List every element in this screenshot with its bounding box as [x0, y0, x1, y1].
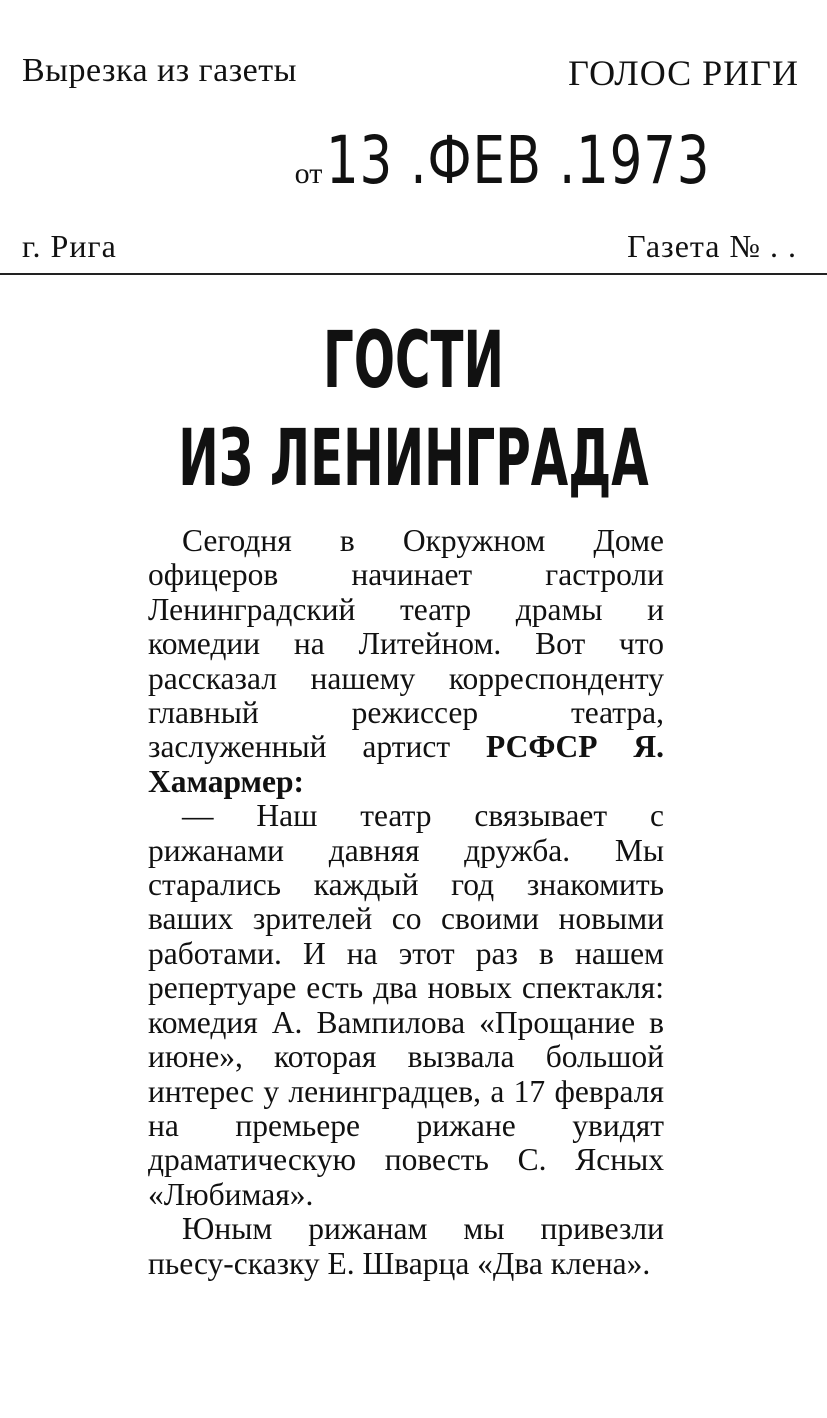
city-label: г. Рига: [22, 228, 117, 264]
paragraph-intro-text: Сегодня в Окружном Доме офицеров начинает гастроли Ленинградский театр драмы и комедии на Литейном. Вот что рассказал нашему корреспонденту главный режиссер театра, заслуженный артист: [148, 523, 664, 765]
paragraph-intro: [148, 524, 664, 799]
issue-label: Газета № . .: [627, 228, 797, 264]
article-title-line-1: ГОСТИ: [323, 316, 504, 406]
paragraph-closing: Юным рижанам мы привезли пьесу-сказку Е. Шварца «Два клена».: [148, 1211, 664, 1281]
article-title-line-2: ИЗ ЛЕНИНГРАДА: [178, 414, 649, 504]
paragraph-intro-author: РСФСР Я. Хамармер:: [148, 729, 665, 799]
article-body: [148, 524, 664, 1281]
date-stamp: 13 .ФЕВ .1973: [326, 122, 711, 199]
header-divider: [0, 273, 827, 275]
newspaper-name: ГОЛОС РИГИ: [568, 53, 799, 93]
paragraph-quote: — Наш театр связывает с рижанами давняя дружба. Мы старались каждый год знакомить ваших зрителей со своими новыми работами. И на этот раз в нашем репертуаре есть два новых спектакля: комедия А. Вампилова «Прощание в июне», которая вызвала большой интерес у ленинградцев, а 17 февраля на премьере рижане увидят драматическую повесть С. Ясных «Любимая».: [148, 798, 664, 1212]
date-prefix: от: [294, 157, 323, 190]
date-line: [295, 122, 819, 199]
clipping-label: Вырезка из газеты: [22, 52, 297, 89]
